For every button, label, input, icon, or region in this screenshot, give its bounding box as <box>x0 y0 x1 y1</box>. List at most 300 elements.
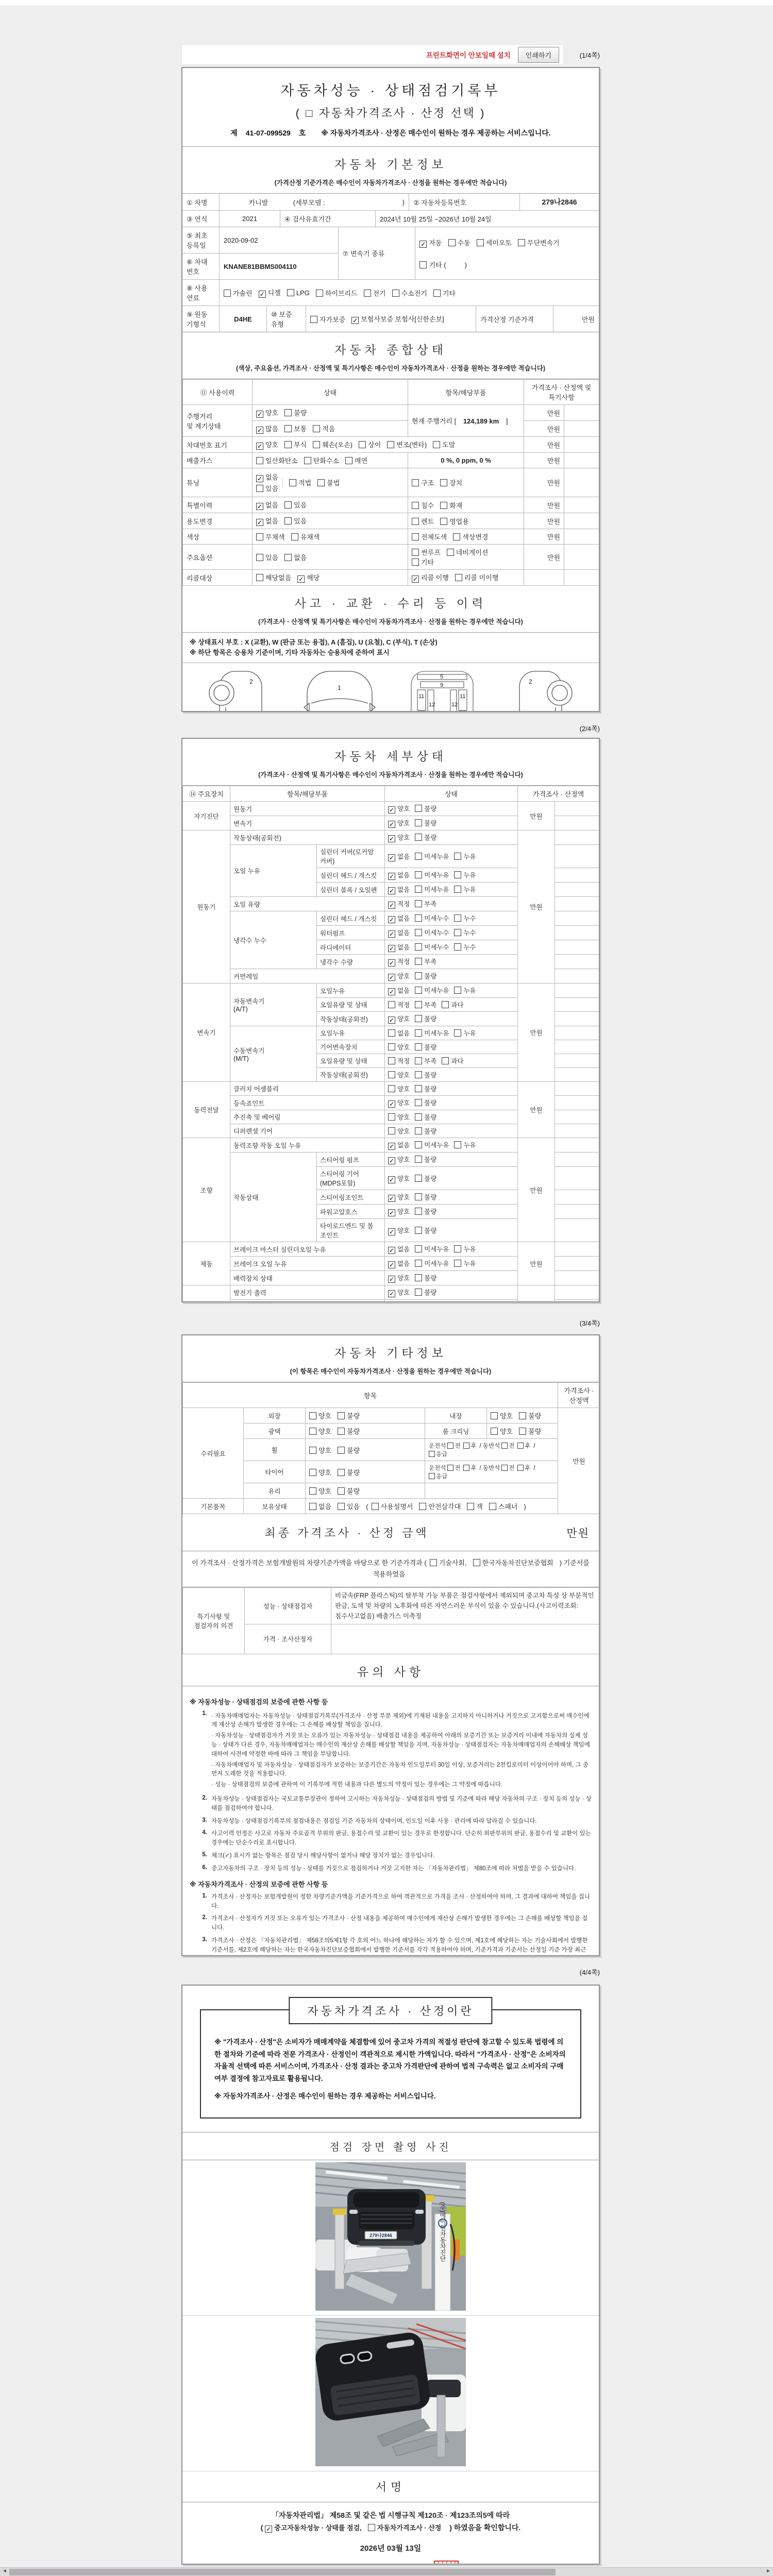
checkbox-checked[interactable]: ✓ <box>389 1209 395 1216</box>
checkbox-option[interactable] <box>473 1559 553 1567</box>
checkbox-unchecked[interactable] <box>415 1085 422 1092</box>
checkbox-unchecked[interactable] <box>284 441 292 448</box>
checkbox-option[interactable] <box>388 1275 410 1282</box>
checkbox-checked[interactable]: ✓ <box>389 1143 395 1150</box>
checkbox-unchecked[interactable] <box>284 409 292 416</box>
checkbox-unchecked[interactable] <box>388 1001 395 1008</box>
checkbox-option[interactable] <box>412 549 441 556</box>
checkbox-unchecked[interactable] <box>454 1029 461 1037</box>
checkbox-option[interactable] <box>388 958 410 965</box>
checkbox-option[interactable] <box>501 1443 514 1449</box>
checkbox-option[interactable] <box>501 1465 514 1471</box>
checkbox-option[interactable] <box>388 1072 410 1079</box>
checkbox-option[interactable] <box>284 441 307 449</box>
checkbox-option[interactable] <box>345 457 367 465</box>
checkbox-option[interactable] <box>454 1030 476 1037</box>
checkbox-option[interactable] <box>388 1227 410 1234</box>
checkbox-unchecked[interactable] <box>392 290 399 297</box>
checkbox-option[interactable] <box>429 1473 447 1480</box>
checkbox-unchecked[interactable] <box>415 1193 422 1200</box>
checkbox-checked[interactable]: ✓ <box>266 2525 272 2533</box>
checkbox-checked[interactable]: ✓ <box>389 887 395 894</box>
checkbox-unchecked[interactable] <box>284 501 292 509</box>
checkbox-unchecked[interactable] <box>433 290 441 297</box>
checkbox-unchecked[interactable] <box>415 1260 422 1267</box>
checkbox-option[interactable] <box>412 518 434 526</box>
checkbox-option[interactable] <box>489 1503 518 1511</box>
checkbox-option[interactable] <box>368 2524 442 2532</box>
checkbox-unchecked[interactable] <box>284 425 292 432</box>
checkbox-unchecked[interactable] <box>309 1412 316 1419</box>
checkbox-option[interactable] <box>415 973 436 980</box>
checkbox-checked[interactable]: ✓ <box>389 1228 395 1235</box>
checkbox-option[interactable] <box>388 929 410 937</box>
checkbox-unchecked[interactable] <box>338 1487 345 1495</box>
checkbox-unchecked[interactable] <box>304 457 311 464</box>
checkbox-unchecked[interactable] <box>442 1057 449 1064</box>
checkbox-option[interactable] <box>309 1469 331 1477</box>
checkbox-option[interactable] <box>392 288 427 298</box>
checkbox-unchecked[interactable] <box>454 853 461 860</box>
checkbox-unchecked[interactable] <box>415 1289 422 1296</box>
checkbox-unchecked[interactable] <box>477 239 484 246</box>
checkbox-option[interactable] <box>388 1015 410 1023</box>
checkbox-unchecked[interactable] <box>338 1428 345 1435</box>
checkbox-option[interactable] <box>388 973 410 980</box>
checkbox-unchecked[interactable] <box>415 914 422 922</box>
checkbox-option[interactable] <box>388 1175 410 1182</box>
checkbox-unchecked[interactable] <box>453 533 460 540</box>
checkbox-option[interactable] <box>415 1227 436 1234</box>
checkbox-unchecked[interactable] <box>415 1057 422 1064</box>
checkbox-checked[interactable]: ✓ <box>389 1247 395 1254</box>
checkbox-unchecked[interactable] <box>454 1141 461 1148</box>
checkbox-option[interactable] <box>454 944 476 951</box>
checkbox-unchecked[interactable] <box>412 502 419 509</box>
checkbox-unchecked[interactable] <box>463 1465 469 1471</box>
checkbox-option[interactable] <box>388 1128 410 1135</box>
checkbox-checked[interactable]: ✓ <box>257 411 263 418</box>
checkbox-checked[interactable]: ✓ <box>389 916 395 923</box>
checkbox-unchecked[interactable] <box>454 1245 461 1252</box>
checkbox-option[interactable] <box>433 441 455 449</box>
checkbox-option[interactable] <box>338 1412 360 1420</box>
checkbox-option[interactable] <box>415 872 449 879</box>
checkbox-option[interactable] <box>284 409 307 417</box>
checkbox-option[interactable] <box>388 915 410 922</box>
checkbox-unchecked[interactable] <box>415 1127 422 1134</box>
checkbox-checked[interactable]: ✓ <box>298 575 304 583</box>
checkbox-option[interactable] <box>415 901 436 908</box>
checkbox-option[interactable] <box>256 441 278 449</box>
checkbox-option[interactable] <box>364 288 386 298</box>
checkbox-checked[interactable]: ✓ <box>389 1290 395 1297</box>
checkbox-unchecked[interactable] <box>388 1071 395 1078</box>
checkbox-option[interactable] <box>463 1443 476 1449</box>
checkbox-option[interactable] <box>454 1246 476 1253</box>
checkbox-option[interactable] <box>463 1465 476 1471</box>
checkbox-unchecked[interactable] <box>310 316 317 323</box>
checkbox-option[interactable] <box>455 574 498 582</box>
checkbox-checked[interactable]: ✓ <box>389 945 395 952</box>
checkbox-checked[interactable]: ✓ <box>257 475 263 482</box>
checkbox-option[interactable] <box>388 987 410 994</box>
checkbox-unchecked[interactable] <box>415 1141 422 1148</box>
checkbox-option[interactable] <box>467 1503 483 1511</box>
checkbox-unchecked[interactable] <box>519 1428 526 1435</box>
checkbox-unchecked[interactable] <box>338 1447 345 1454</box>
checkbox-option[interactable] <box>454 872 476 879</box>
checkbox-checked[interactable]: ✓ <box>389 902 395 909</box>
checkbox-option[interactable] <box>388 820 410 827</box>
checkbox-checked[interactable]: ✓ <box>389 873 395 880</box>
checkbox-unchecked[interactable] <box>518 239 525 246</box>
checkbox-option[interactable] <box>297 574 320 582</box>
checkbox-option[interactable] <box>388 886 410 893</box>
checkbox-unchecked[interactable] <box>440 479 447 486</box>
checkbox-unchecked[interactable] <box>454 943 461 951</box>
checkbox-option[interactable] <box>477 238 512 247</box>
checkbox-option[interactable] <box>415 820 436 827</box>
checkbox-checked[interactable]: ✓ <box>389 806 395 814</box>
checkbox-unchecked[interactable] <box>415 1099 422 1106</box>
checkbox-unchecked[interactable] <box>501 1465 508 1471</box>
checkbox-option[interactable] <box>415 1002 436 1009</box>
checkbox-option[interactable] <box>338 1503 360 1511</box>
checkbox-option[interactable] <box>256 517 278 525</box>
checkbox-unchecked[interactable] <box>256 574 263 581</box>
checkbox-option[interactable] <box>440 479 462 487</box>
checkbox-unchecked[interactable] <box>368 2524 375 2531</box>
checkbox-unchecked[interactable] <box>455 574 462 581</box>
checkbox-unchecked[interactable] <box>489 1503 496 1510</box>
checkbox-checked[interactable]: ✓ <box>389 835 395 842</box>
checkbox-option[interactable] <box>447 549 489 556</box>
checkbox-unchecked[interactable] <box>412 518 419 525</box>
checkbox-unchecked[interactable] <box>415 1156 422 1163</box>
checkbox-checked[interactable]: ✓ <box>389 1276 395 1283</box>
checkbox-unchecked[interactable] <box>388 1113 395 1121</box>
checkbox-option[interactable] <box>415 853 449 860</box>
scroll-right-arrow[interactable]: ► <box>766 2568 771 2574</box>
checkbox-option[interactable] <box>453 533 488 541</box>
checkbox-unchecked[interactable] <box>364 290 371 297</box>
checkbox-option[interactable] <box>284 517 307 525</box>
checkbox-option[interactable] <box>309 1447 331 1454</box>
checkbox-unchecked[interactable] <box>415 987 422 994</box>
checkbox-option[interactable] <box>256 483 278 493</box>
checkbox-checked[interactable]: ✓ <box>389 988 395 995</box>
checkbox-option[interactable] <box>415 1099 436 1107</box>
checkbox-option[interactable] <box>517 1443 530 1449</box>
checkbox-unchecked[interactable] <box>415 871 422 878</box>
checkbox-option[interactable] <box>415 834 436 841</box>
checkbox-unchecked[interactable] <box>491 1412 498 1419</box>
checkbox-option[interactable] <box>388 944 410 951</box>
checkbox-option[interactable] <box>415 1072 436 1079</box>
checkbox-option[interactable] <box>415 1194 436 1201</box>
checkbox-unchecked[interactable] <box>412 549 419 556</box>
checkbox-option[interactable] <box>317 479 340 487</box>
checkbox-option[interactable] <box>388 1194 410 1201</box>
checkbox-option[interactable] <box>415 1015 436 1023</box>
checkbox-unchecked[interactable] <box>415 1175 422 1182</box>
checkbox-option[interactable] <box>429 1451 447 1458</box>
checkbox-unchecked[interactable] <box>447 1443 453 1449</box>
checkbox-option[interactable] <box>359 441 381 449</box>
checkbox-unchecked[interactable] <box>415 1043 422 1050</box>
checkbox-unchecked[interactable] <box>454 871 461 878</box>
checkbox-checked[interactable]: ✓ <box>389 1157 395 1164</box>
checkbox-option[interactable] <box>284 554 307 562</box>
checkbox-unchecked[interactable] <box>388 1127 395 1134</box>
checkbox-unchecked[interactable] <box>291 533 298 540</box>
checkbox-option[interactable] <box>309 1487 331 1495</box>
checkbox-unchecked[interactable] <box>517 1465 524 1471</box>
checkbox-checked[interactable]: ✓ <box>389 1016 395 1024</box>
checkbox-unchecked[interactable] <box>309 1487 316 1495</box>
checkbox-checked[interactable]: ✓ <box>389 1195 395 1202</box>
checkbox-unchecked[interactable] <box>338 1469 345 1476</box>
checkbox-option[interactable] <box>415 1156 436 1163</box>
checkbox-checked[interactable]: ✓ <box>389 930 395 938</box>
checkbox-option[interactable] <box>256 533 285 541</box>
checkbox-option[interactable] <box>433 288 456 298</box>
checkbox-unchecked[interactable] <box>388 1057 395 1064</box>
checkbox-unchecked[interactable] <box>419 261 427 268</box>
checkbox-option[interactable] <box>338 1487 360 1495</box>
checkbox-unchecked[interactable] <box>387 441 394 448</box>
checkbox-unchecked[interactable] <box>415 972 422 979</box>
checkbox-unchecked[interactable] <box>372 1503 379 1510</box>
checkbox-checked[interactable]: ✓ <box>389 959 395 967</box>
checkbox-option[interactable] <box>388 853 410 860</box>
checkbox-unchecked[interactable] <box>359 441 366 448</box>
checkbox-option[interactable] <box>519 1428 541 1435</box>
checkbox-unchecked[interactable] <box>517 1443 524 1449</box>
checkbox-option[interactable] <box>454 853 476 860</box>
checkbox-unchecked[interactable] <box>287 289 294 296</box>
checkbox-unchecked[interactable] <box>316 290 323 297</box>
checkbox-option[interactable] <box>415 929 449 937</box>
checkbox-option[interactable] <box>412 558 434 566</box>
checkbox-option[interactable] <box>388 805 410 812</box>
checkbox-checked[interactable]: ✓ <box>257 443 263 450</box>
checkbox-option[interactable] <box>415 805 436 812</box>
checkbox-option[interactable] <box>388 834 410 841</box>
checkbox-unchecked[interactable] <box>467 1503 474 1510</box>
checkbox-unchecked[interactable] <box>309 1469 316 1476</box>
checkbox-unchecked[interactable] <box>519 1412 526 1419</box>
checkbox-option[interactable] <box>289 479 311 487</box>
checkbox-unchecked[interactable] <box>412 533 419 540</box>
checkbox-option[interactable] <box>338 1469 360 1477</box>
checkbox-option[interactable] <box>415 1260 449 1267</box>
checkbox-unchecked[interactable] <box>454 987 461 994</box>
checkbox-option[interactable] <box>388 1142 410 1149</box>
checkbox-option[interactable] <box>415 1289 436 1296</box>
checkbox-option[interactable] <box>415 915 449 922</box>
checkbox-unchecked[interactable] <box>388 1085 395 1092</box>
checkbox-unchecked[interactable] <box>447 549 454 556</box>
checkbox-option[interactable] <box>388 1030 410 1037</box>
checkbox-option[interactable] <box>415 1142 449 1149</box>
print-button[interactable]: 인쇄하기 <box>518 47 559 63</box>
checkbox-option[interactable] <box>304 457 339 465</box>
checkbox-unchecked[interactable] <box>415 805 422 812</box>
checkbox-option[interactable] <box>259 287 281 298</box>
checkbox-option[interactable] <box>388 1289 410 1296</box>
checkbox-option[interactable] <box>454 987 476 994</box>
checkbox-option[interactable] <box>430 1559 467 1567</box>
checkbox-option[interactable] <box>388 1208 410 1215</box>
checkbox-option[interactable] <box>454 1142 476 1149</box>
checkbox-option[interactable] <box>388 1058 410 1065</box>
checkbox-option[interactable] <box>415 1114 436 1121</box>
checkbox-option[interactable] <box>415 944 449 951</box>
checkbox-unchecked[interactable] <box>388 1029 395 1037</box>
checkbox-unchecked[interactable] <box>415 853 422 860</box>
checkbox-unchecked[interactable] <box>454 929 461 936</box>
checkbox-option[interactable] <box>415 1175 436 1182</box>
checkbox-unchecked[interactable] <box>415 834 422 841</box>
checkbox-option[interactable] <box>447 1465 460 1471</box>
checkbox-option[interactable] <box>415 1128 436 1135</box>
checkbox-option[interactable] <box>388 872 410 879</box>
checkbox-option[interactable] <box>415 987 449 994</box>
checkbox-unchecked[interactable] <box>415 1029 422 1037</box>
checkbox-option[interactable] <box>415 886 449 893</box>
checkbox-checked[interactable]: ✓ <box>389 854 395 861</box>
checkbox-unchecked[interactable] <box>338 1412 345 1419</box>
checkbox-unchecked[interactable] <box>388 1043 395 1050</box>
checkbox-option[interactable] <box>256 472 278 482</box>
checkbox-option[interactable] <box>372 1503 413 1511</box>
checkbox-option[interactable] <box>388 1114 410 1121</box>
checkbox-option[interactable] <box>419 260 467 269</box>
checkbox-option[interactable] <box>415 1208 436 1215</box>
checkbox-unchecked[interactable] <box>317 479 325 486</box>
checkbox-option[interactable] <box>388 1260 410 1267</box>
checkbox-option[interactable] <box>454 1260 476 1267</box>
checkbox-option[interactable] <box>287 289 310 297</box>
checkbox-unchecked[interactable] <box>256 554 263 561</box>
checkbox-option[interactable] <box>419 238 442 248</box>
checkbox-checked[interactable]: ✓ <box>389 821 395 828</box>
checkbox-unchecked[interactable] <box>501 1443 508 1449</box>
checkbox-unchecked[interactable] <box>433 441 440 448</box>
checkbox-option[interactable] <box>388 1002 410 1009</box>
checkbox-unchecked[interactable] <box>415 1001 422 1008</box>
checkbox-checked[interactable]: ✓ <box>412 575 418 583</box>
checkbox-option[interactable] <box>388 1044 410 1051</box>
checkbox-option[interactable] <box>412 479 434 487</box>
checkbox-option[interactable] <box>387 441 427 449</box>
checkbox-unchecked[interactable] <box>415 1274 422 1281</box>
checkbox-option[interactable] <box>388 1086 410 1093</box>
checkbox-unchecked[interactable] <box>284 517 292 524</box>
checkbox-unchecked[interactable] <box>345 457 352 464</box>
checkbox-option[interactable] <box>256 409 278 417</box>
checkbox-option[interactable] <box>454 886 476 893</box>
checkbox-checked[interactable]: ✓ <box>389 1100 395 1108</box>
checkbox-unchecked[interactable] <box>415 929 422 936</box>
checkbox-option[interactable] <box>442 1002 463 1009</box>
checkbox-option[interactable] <box>256 574 291 582</box>
checkbox-option[interactable] <box>309 1428 331 1435</box>
checkbox-unchecked[interactable] <box>415 943 422 951</box>
checkbox-option[interactable] <box>447 1443 460 1449</box>
checkbox-option[interactable] <box>309 1412 331 1420</box>
scrollbar-thumb[interactable] <box>9 2569 556 2575</box>
checkbox-option[interactable] <box>224 288 253 298</box>
checkbox-option[interactable] <box>415 1086 436 1093</box>
checkbox-option[interactable] <box>415 1044 436 1051</box>
checkbox-unchecked[interactable] <box>415 1245 422 1252</box>
checkbox-option[interactable] <box>491 1428 513 1435</box>
checkbox-option[interactable] <box>412 502 434 510</box>
checkbox-option[interactable] <box>313 441 352 449</box>
checkbox-checked[interactable]: ✓ <box>352 317 358 324</box>
checkbox-unchecked[interactable] <box>224 290 231 297</box>
checkbox-option[interactable] <box>415 958 436 965</box>
checkbox-unchecked[interactable] <box>309 1503 316 1510</box>
checkbox-option[interactable] <box>415 1275 436 1282</box>
checkbox-unchecked[interactable] <box>491 1428 498 1435</box>
checkbox-unchecked[interactable] <box>442 1001 449 1008</box>
checkbox-checked[interactable]: ✓ <box>389 1261 395 1268</box>
checkbox-option[interactable] <box>284 425 307 433</box>
checkbox-unchecked[interactable] <box>415 886 422 893</box>
checkbox-option[interactable] <box>412 574 449 582</box>
checkbox-checked[interactable]: ✓ <box>421 240 426 248</box>
checkbox-option[interactable] <box>265 2524 361 2532</box>
checkbox-unchecked[interactable] <box>429 1451 435 1457</box>
checkbox-option[interactable] <box>388 1156 410 1163</box>
checkbox-unchecked[interactable] <box>440 518 447 525</box>
checkbox-option[interactable] <box>256 425 278 433</box>
checkbox-option[interactable] <box>440 502 462 510</box>
checkbox-unchecked[interactable] <box>309 1428 316 1435</box>
checkbox-unchecked[interactable] <box>415 1071 422 1078</box>
checkbox-option[interactable] <box>313 425 335 433</box>
checkbox-checked[interactable]: ✓ <box>389 1176 395 1183</box>
horizontal-scrollbar[interactable] <box>0 2567 773 2576</box>
checkbox-option[interactable] <box>412 533 447 541</box>
checkbox-unchecked[interactable] <box>419 1503 426 1510</box>
checkbox-unchecked[interactable] <box>289 479 296 486</box>
checkbox-option[interactable] <box>491 1412 513 1420</box>
checkbox-option[interactable] <box>310 314 345 324</box>
checkbox-option[interactable] <box>454 915 476 922</box>
checkbox-unchecked[interactable] <box>313 441 320 448</box>
checkbox-unchecked[interactable] <box>415 1113 422 1121</box>
checkbox-option[interactable] <box>388 901 410 908</box>
checkbox-option[interactable] <box>316 288 358 298</box>
checkbox-unchecked[interactable] <box>415 900 422 907</box>
checkbox-option[interactable] <box>256 501 278 509</box>
checkbox-unchecked[interactable] <box>440 502 447 509</box>
checkbox-option[interactable] <box>419 1503 461 1511</box>
checkbox-option[interactable] <box>517 1465 530 1471</box>
checkbox-option[interactable] <box>454 929 476 937</box>
checkbox-unchecked[interactable] <box>473 1559 480 1566</box>
checkbox-option[interactable] <box>338 1447 360 1454</box>
checkbox-unchecked[interactable] <box>338 1503 345 1510</box>
checkbox-unchecked[interactable] <box>415 958 422 965</box>
checkbox-option[interactable] <box>440 518 469 526</box>
checkbox-option[interactable] <box>338 1428 360 1435</box>
